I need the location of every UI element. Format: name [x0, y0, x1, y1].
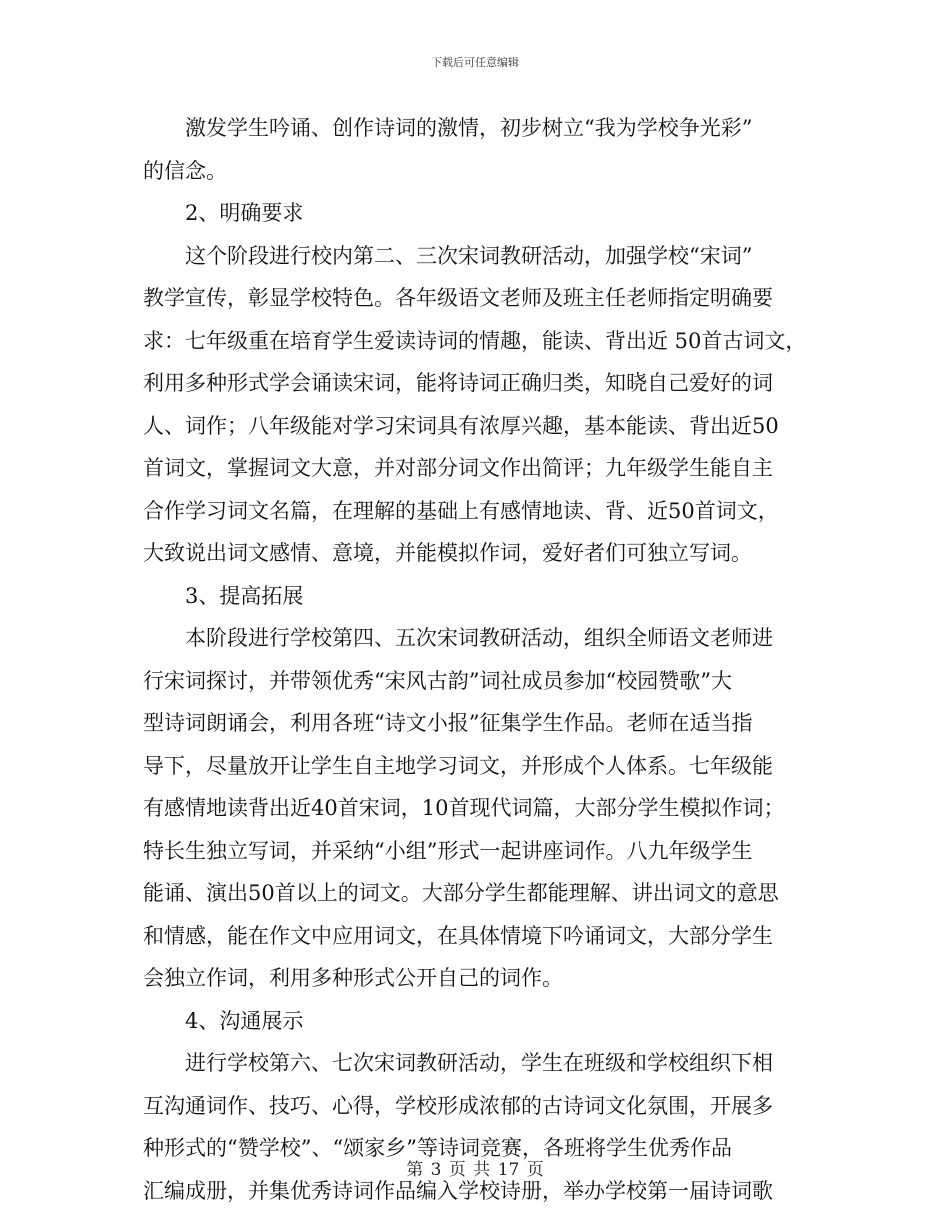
text-line: 和情感，能在作文中应用词文，在具体情境下吟诵词文，大部分学生 [143, 923, 773, 948]
document-body [143, 107, 823, 1212]
page-header: 下载后可任意编辑 [431, 56, 519, 69]
text-line: 教学宣传，彰显学校特色。各年级语文老师及班主任老师指定明确要 [143, 286, 773, 310]
section-heading: 3、提高拓展 [185, 583, 304, 608]
section-heading: 4、沟通展示 [185, 1008, 304, 1033]
text-line: 互沟通词作、技巧、心得，学校形成浓郁的古诗词文化氛围，开展多 [143, 1093, 773, 1118]
text-line: 人、词作；八年级能对学习宋词具有浓厚兴趣，基本能读、背出近50 [143, 413, 779, 438]
text-line: 会独立作词，利用多种形式公开自己的词作。 [143, 966, 563, 990]
text-line: 这个阶段进行校内第二、三次宋词教研活动，加强学校“宋词” [185, 243, 753, 268]
text-line: 能诵、演出50首以上的词文。大部分学生都能理解、讲出词文的意思 [143, 881, 779, 905]
page-number: 第 3 页 共 17 页 [406, 1160, 544, 1180]
text-line: 合作学习词文名篇，在理解的基础上有感情地读、背、近50首词文， [143, 498, 779, 523]
text-line: 种形式的“赞学校”、“颂家乡”等诗词竞赛，各班将学生优秀作品 [143, 1136, 732, 1160]
text-line: 进行学校第六、七次宋词教研活动，学生在班级和学校组织下相 [185, 1051, 773, 1075]
text-line: 首词文，掌握词文大意，并对部分词文作出简评；九年级学生能自主 [143, 456, 773, 480]
section-heading: 2、明确要求 [185, 201, 304, 225]
text-line: 利用多种形式学会诵读宋词，能将诗词正确归类，知晓自己爱好的词 [143, 371, 773, 395]
text-line: 激发学生吟诵、创作诗词的激情，初步树立“我为学校争光彩” [185, 116, 753, 140]
text-line: 大致说出词文感情、意境，并能模拟作词，爱好者们可独立写词。 [143, 541, 752, 565]
text-line: 求：七年级重在培育学生爱读诗词的情趣，能读、背出近 50首古词文， [143, 328, 807, 353]
text-line: 汇编成册，并集优秀诗词作品编入学校诗册，举办学校第一届诗词歌 [143, 1178, 773, 1203]
text-line: 的信念。 [143, 158, 227, 183]
text-line: 有感情地读背出近40首宋词，10首现代词篇，大部分学生模拟作词； [143, 796, 785, 820]
text-line: 特长生独立写词，并采纳“小组”形式一起讲座词作。八九年级学生 [143, 838, 753, 863]
text-line: 型诗词朗诵会，利用各班“诗文小报”征集学生作品。老师在适当指 [143, 711, 753, 735]
text-line: 行宋词探讨，并带领优秀“宋风古韵”词社成员参加“校园赞歌”大 [143, 668, 732, 693]
text-line: 导下，尽量放开让学生自主地学习词文，并形成个人体系。七年级能 [143, 753, 773, 778]
text-line: 本阶段进行学校第四、五次宋词教研活动，组织全师语文老师进 [185, 626, 773, 650]
